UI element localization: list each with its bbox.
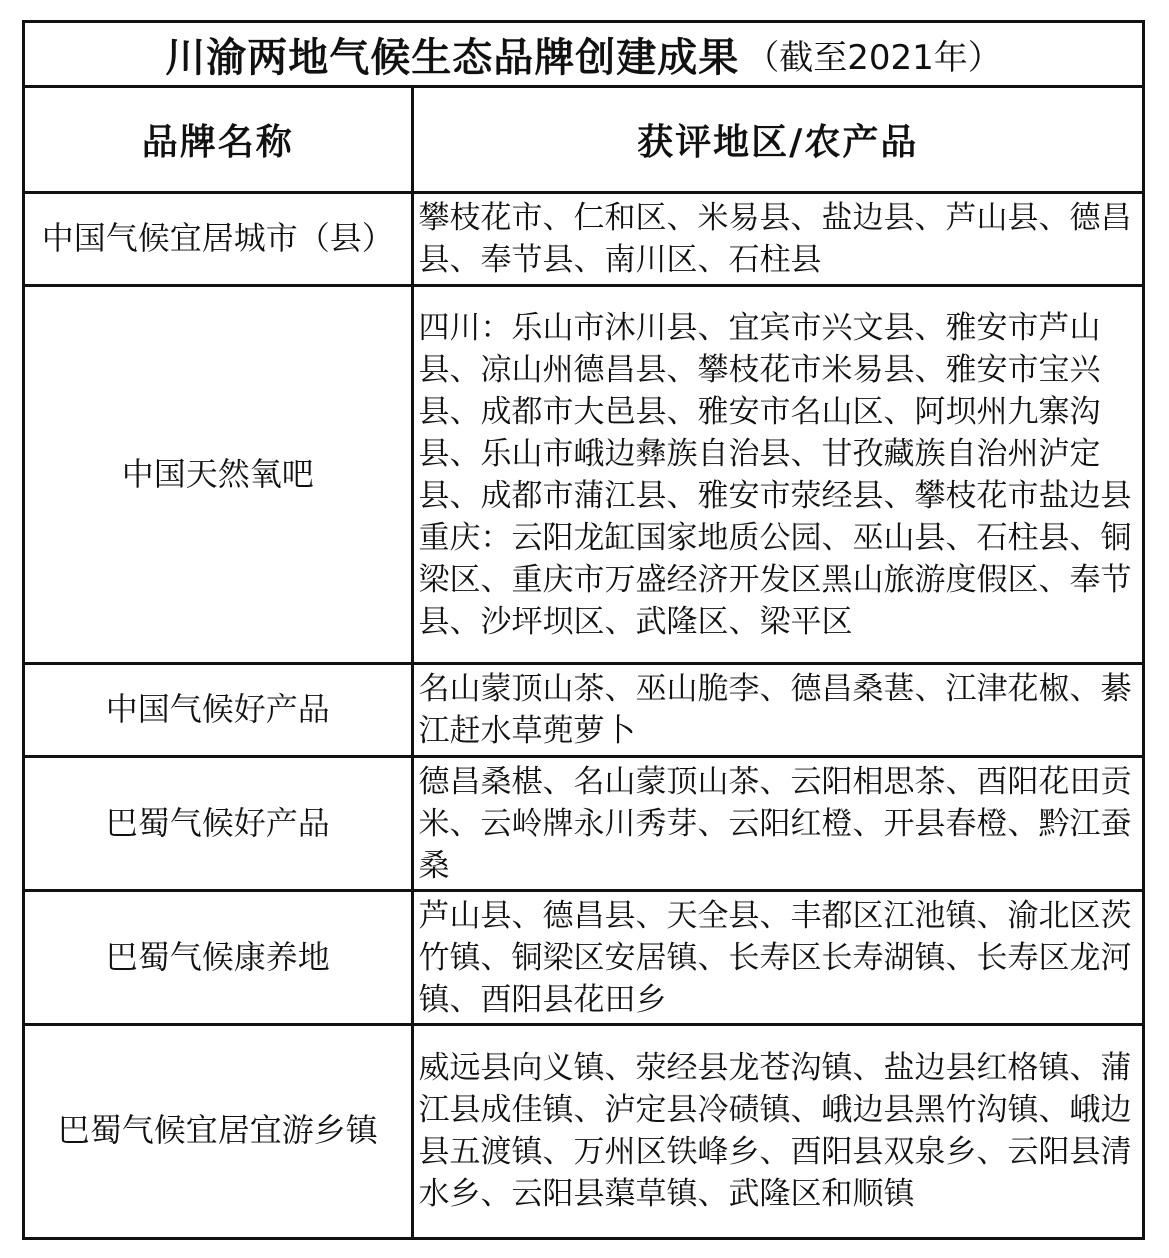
table-row (25, 1025, 1142, 1237)
table-row (25, 891, 1142, 1025)
region-text: 德昌桑椹、名山蒙顶山茶、云阳相思茶、酉阳花田贡米、云岭牌永川秀芽、云阳红橙、开县春橙、黔江蚕桑 (418, 763, 1132, 884)
table-row (25, 664, 1142, 757)
table-subtitle: （截至2021年） (745, 37, 1002, 78)
region-cell (412, 193, 1142, 286)
header-region-products: 获评地区/农产品 (412, 88, 1142, 193)
table-row (25, 193, 1142, 286)
header-brand-name: 品牌名称 (25, 88, 412, 193)
region-cell (412, 286, 1142, 664)
region-cell (412, 1025, 1142, 1237)
brand-cell: 巴蜀气候宜居宜游乡镇 (25, 1025, 412, 1237)
table-title: 川渝两地气候生态品牌创建成果 (165, 34, 740, 81)
table-row (25, 757, 1142, 891)
table-row (25, 286, 1142, 664)
region-cell (412, 891, 1142, 1025)
brand-cell: 中国天然氧吧 (25, 286, 412, 664)
region-cell (412, 757, 1142, 891)
region-text: 攀枝花市、仁和区、米易县、盐边县、芦山县、德昌县、奉节县、南川区、石柱县 (418, 200, 1132, 278)
region-text-sichuan: 四川：乐山市沐川县、宜宾市兴文县、雅安市芦山县、凉山州德昌县、攀枝花市米易县、雅安市宝兴县、成都市大邑县、雅安市名山区、阿坝州九寨沟县、乐山市峨边彝族自治县、甘孜藏族自治州泸定县、成都市蒲江县、雅安市荥经县、攀枝花市盐边县 (418, 309, 1132, 514)
header-row (25, 88, 1142, 193)
brand-cell: 中国气候宜居城市（县） (25, 193, 412, 286)
region-text-chongqing: 重庆：云阳龙缸国家地质公园、巫山县、石柱县、铜梁区、重庆市万盛经济开发区黑山旅游度假区、奉节县、沙坪坝区、武隆区、梁平区 (418, 519, 1132, 640)
results-table (25, 88, 1142, 1237)
brand-cell: 巴蜀气候康养地 (25, 891, 412, 1025)
region-text: 芦山县、德昌县、天全县、丰都区江池镇、渝北区茨竹镇、铜梁区安居镇、长寿区长寿湖镇、长寿区龙河镇、酉阳县花田乡 (418, 897, 1132, 1018)
region-text: 名山蒙顶山茶、巫山脆李、德昌桑葚、江津花椒、綦江赶水草蔸萝卜 (418, 671, 1132, 749)
table-title-row (25, 23, 1142, 88)
region-cell (412, 664, 1142, 757)
brand-cell: 中国气候好产品 (25, 664, 412, 757)
brand-cell: 巴蜀气候好产品 (25, 757, 412, 891)
region-text: 威远县向义镇、荥经县龙苍沟镇、盐边县红格镇、蒲江县成佳镇、泸定县冷碛镇、峨边县黑竹沟镇、峨边县五渡镇、万州区铁峰乡、酉阳县双泉乡、云阳县清水乡、云阳县蕖草镇、武隆区和顺镇 (418, 1050, 1132, 1213)
brand-results-table (22, 20, 1145, 1240)
